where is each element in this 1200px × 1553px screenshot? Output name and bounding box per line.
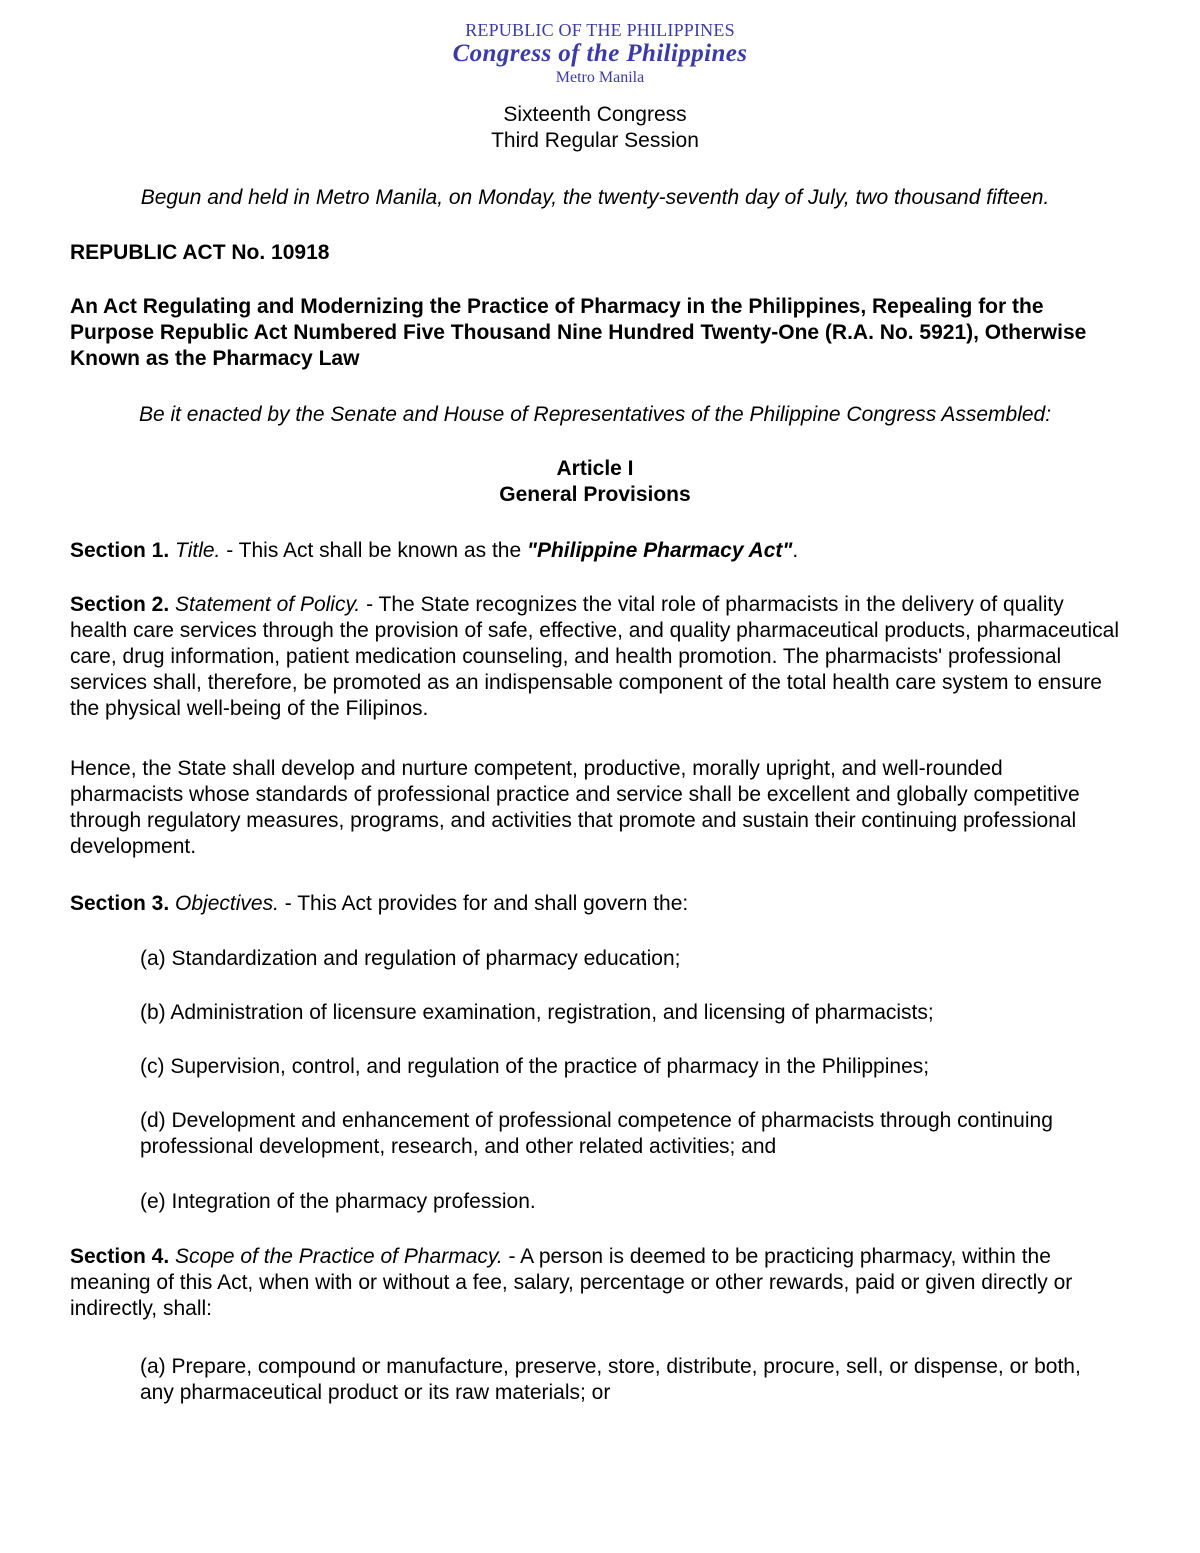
section-1-label: Section 1. bbox=[70, 539, 170, 562]
session-info bbox=[70, 102, 1120, 154]
section-2-heading: Statement of Policy. bbox=[175, 593, 361, 616]
section-4-label: Section 4. bbox=[70, 1245, 170, 1268]
section-1-end: . bbox=[792, 539, 799, 562]
section-3-item-e: (e) Integration of the pharmacy profession. bbox=[140, 1190, 536, 1213]
section-4 bbox=[70, 1244, 1120, 1322]
section-3 bbox=[70, 891, 1120, 917]
republic-header: REPUBLIC OF THE PHILIPPINES bbox=[465, 20, 735, 40]
section-2-paragraph-2: Hence, the State shall develop and nurture competent, productive, morally upright, and well-rounded pharmacists whose standards of professional practice and service shall be excellent and globally competitive through regulatory measures, programs, and activities that promote and sustain their continuing professional development. bbox=[70, 757, 1080, 858]
section-2-label: Section 2. bbox=[70, 593, 170, 616]
congress-name: Sixteenth Congress bbox=[503, 103, 687, 126]
article-title: General Provisions bbox=[499, 483, 691, 506]
section-3-heading: Objectives. bbox=[175, 892, 279, 915]
section-3-item-d: (d) Development and enhancement of professional competence of pharmacists through continuing professional development, research, and other related activities; and bbox=[140, 1109, 1053, 1158]
section-1 bbox=[70, 538, 1120, 564]
begun-statement: Begun and held in Metro Manila, on Monday, the twenty-seventh day of July, two thousand fifteen. bbox=[140, 186, 1050, 209]
act-title: An Act Regulating and Modernizing the Practice of Pharmacy in the Philippines, Repealing for the Purpose Republic Act Numbered Five Thousand Nine Hundred Twenty-One (R.A. No. 5921), Otherwise Known as the Pharmacy Law bbox=[70, 295, 1087, 370]
section-3-item-a: (a) Standardization and regulation of pharmacy education; bbox=[140, 947, 681, 970]
section-2 bbox=[70, 592, 1120, 722]
section-3-label: Section 3. bbox=[70, 892, 170, 915]
enacting-clause: Be it enacted by the Senate and House of Representatives of the Philippine Congress Assembled: bbox=[138, 403, 1052, 426]
section-3-text: - This Act provides for and shall govern the: bbox=[278, 892, 689, 915]
section-1-heading: Title. bbox=[175, 539, 221, 562]
section-3-item-c: (c) Supervision, control, and regulation of the practice of pharmacy in the Philippines; bbox=[140, 1055, 930, 1078]
section-4-item-a: (a) Prepare, compound or manufacture, preserve, store, distribute, procure, sell, or dispense, or both, any pharmaceutical product or its raw materials; or bbox=[140, 1355, 1081, 1404]
location-header: Metro Manila bbox=[555, 69, 645, 86]
section-1-quote: "Philippine Pharmacy Act" bbox=[526, 539, 793, 562]
article-number: Article I bbox=[556, 457, 634, 480]
section-3-item-b: (b) Administration of licensure examination, registration, and licensing of pharmacists; bbox=[140, 1001, 934, 1024]
section-4-text: - A person is deemed to be practicing pharmacy, within the meaning of this Act, when with or without a fee, salary, percentage or other rewards, paid or given directly or indirectly, shall: bbox=[70, 1245, 1073, 1320]
act-number: REPUBLIC ACT No. 10918 bbox=[70, 241, 330, 264]
section-4-heading: Scope of the Practice of Pharmacy. bbox=[175, 1245, 503, 1268]
section-2-text: - The State recognizes the vital role of pharmacists in the delivery of quality health care services through the provision of safe, effective, and quality pharmaceutical products, pharmaceutical care, drug information, patient medication counseling, and health promotion. The pharmacists' professional services shall, therefore, be promoted as an indispensable component of the total health care system to ensure the physical well-being of the Filipinos. bbox=[70, 593, 1120, 720]
section-1-text: - This Act shall be known as the bbox=[220, 539, 527, 562]
article-heading bbox=[70, 456, 1120, 508]
session-name: Third Regular Session bbox=[491, 129, 699, 152]
congress-header: Congress of the Philippines bbox=[452, 40, 748, 67]
